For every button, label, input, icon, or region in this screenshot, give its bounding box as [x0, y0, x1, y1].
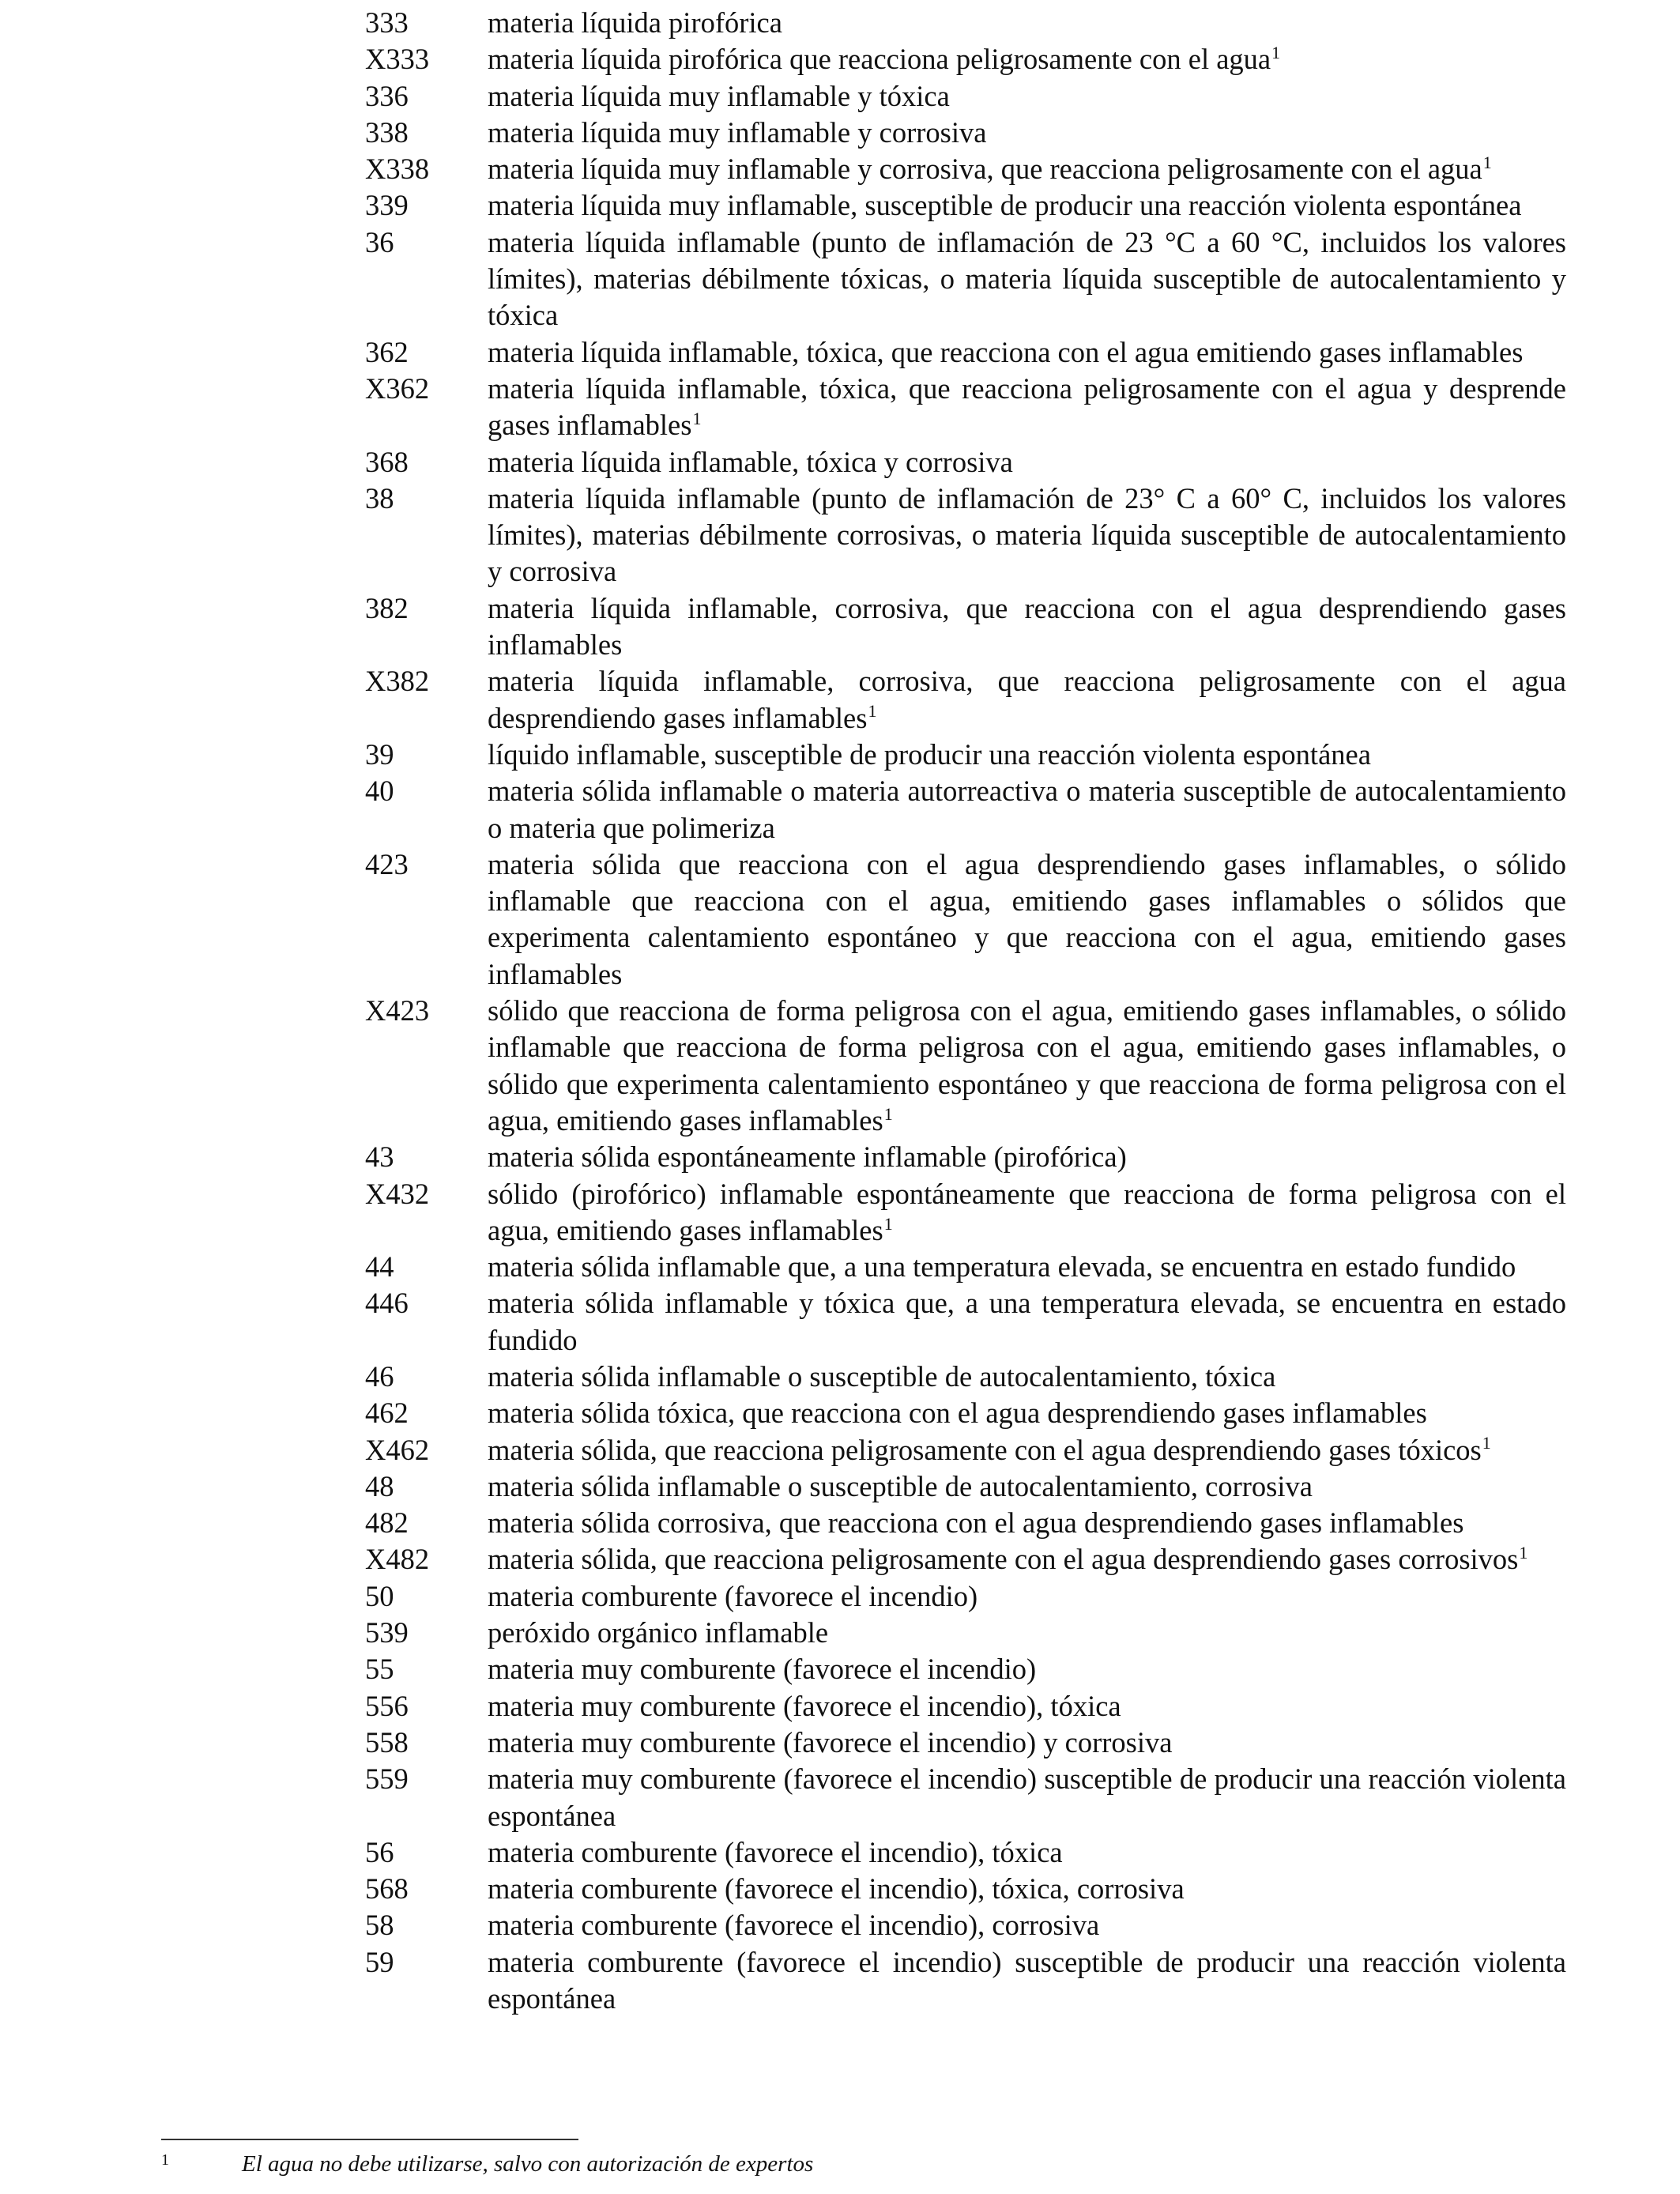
hazard-entry — [365, 1359, 1566, 1395]
hazard-description — [488, 78, 1566, 115]
hazard-code: 558 — [365, 1725, 409, 1759]
hazard-entry — [365, 1615, 1566, 1651]
hazard-description-text: materia sólida inflamable que, a una temperatura elevada, se encuentra en estado fundido — [488, 1250, 1516, 1284]
hazard-description-text: materia sólida inflamable o materia autorreactiva o materia susceptible de autocalentamiento o materia que polimeriza — [488, 775, 1566, 844]
hazard-description — [488, 5, 1566, 41]
hazard-code: X462 — [365, 1433, 430, 1466]
hazard-description — [488, 1505, 1566, 1541]
hazard-description — [488, 1688, 1566, 1725]
footnote-reference: 1 — [868, 701, 877, 722]
hazard-entry — [365, 1725, 1566, 1761]
hazard-code: 39 — [365, 737, 394, 771]
hazard-description-text: materia muy comburente (favorece el incendio) — [488, 1653, 1037, 1686]
hazard-description — [488, 773, 1566, 846]
hazard-code: 362 — [365, 335, 409, 368]
hazard-entry — [365, 1395, 1566, 1431]
hazard-description — [488, 1432, 1566, 1468]
hazard-code: 368 — [365, 445, 409, 478]
footnote-reference: 1 — [1271, 43, 1281, 63]
hazard-code: 58 — [365, 1909, 394, 1942]
hazard-code: 46 — [365, 1359, 394, 1393]
hazard-description — [488, 1907, 1566, 1943]
hazard-entry — [365, 737, 1566, 773]
hazard-code: 339 — [365, 189, 409, 222]
hazard-code: X362 — [365, 371, 430, 405]
hazard-entry — [365, 334, 1566, 371]
hazard-entry — [365, 846, 1566, 993]
hazard-description — [488, 1176, 1566, 1250]
hazard-description — [488, 481, 1566, 590]
hazard-description-text: peróxido orgánico inflamable — [488, 1616, 829, 1649]
hazard-entry — [365, 444, 1566, 481]
hazard-description — [488, 224, 1566, 334]
hazard-code: 55 — [365, 1653, 394, 1686]
hazard-code: 568 — [365, 1872, 409, 1906]
hazard-description-text: materia comburente (favorece el incendio), tóxica, corrosiva — [488, 1872, 1185, 1906]
hazard-description — [488, 1725, 1566, 1761]
hazard-code: 336 — [365, 79, 409, 112]
hazard-code-list — [365, 5, 1566, 2017]
hazard-description — [488, 590, 1566, 664]
hazard-entry — [365, 1249, 1566, 1285]
hazard-description-text: materia líquida muy inflamable, susceptible de producir una reacción violenta espontánea — [488, 189, 1522, 222]
hazard-code: 43 — [365, 1140, 394, 1174]
hazard-description-text: materia líquida muy inflamable y corrosiva — [488, 115, 987, 149]
hazard-description — [488, 1578, 1566, 1615]
footnote-reference: 1 — [883, 1103, 893, 1124]
hazard-description — [488, 1834, 1566, 1871]
footnote — [161, 2148, 1505, 2180]
hazard-description — [488, 993, 1566, 1139]
hazard-description-text: materia líquida muy inflamable y corrosiva, que reacciona peligrosamente con el agua — [488, 153, 1482, 186]
hazard-description — [488, 1761, 1566, 1834]
hazard-description-text: materia líquida inflamable (punto de inflamación de 23 °C a 60 °C, incluidos los valores límites), materias débilmente tóxicas, o materia líquida susceptible de autocalentamiento y tóxica — [488, 225, 1566, 332]
hazard-entry — [365, 115, 1566, 151]
hazard-entry — [365, 1834, 1566, 1871]
hazard-description-text: sólido que reacciona de forma peligrosa con el agua, emitiendo gases inflamables, o sólido inflamable que reacciona de forma peligrosa con el agua, emitiendo gases inflamables, o sólido que experimenta calentamiento espontáneo y que reacciona de forma peligrosa con el agua, emitiendo gases inflamables — [488, 994, 1566, 1137]
hazard-description — [488, 846, 1566, 993]
hazard-code: 40 — [365, 775, 394, 808]
hazard-description-text: materia líquida inflamable, corrosiva, que reacciona peligrosamente con el agua desprendiendo gases inflamables — [488, 665, 1566, 734]
hazard-description-text: materia sólida inflamable o susceptible de autocalentamiento, corrosiva — [488, 1469, 1313, 1502]
hazard-code: 556 — [365, 1689, 409, 1722]
hazard-description-text: materia sólida, que reacciona peligrosamente con el agua desprendiendo gases tóxicos — [488, 1433, 1482, 1466]
hazard-description — [488, 663, 1566, 737]
hazard-description-text: materia comburente (favorece el incendio), tóxica — [488, 1835, 1063, 1868]
hazard-description-text: materia sólida inflamable y tóxica que, a una temperatura elevada, se encuentra en estado fundido — [488, 1287, 1566, 1356]
hazard-entry — [365, 1432, 1566, 1468]
hazard-code: X423 — [365, 994, 430, 1027]
hazard-entry — [365, 773, 1566, 846]
hazard-entry — [365, 481, 1566, 590]
hazard-description-text: materia comburente (favorece el incendio), corrosiva — [488, 1909, 1100, 1942]
hazard-description — [488, 41, 1566, 77]
hazard-entry — [365, 151, 1566, 187]
hazard-code: 338 — [365, 115, 409, 149]
hazard-description-text: materia sólida inflamable o susceptible de autocalentamiento, tóxica — [488, 1359, 1276, 1393]
footnote-mark: 1 — [161, 2151, 169, 2169]
hazard-entry — [365, 1139, 1566, 1175]
hazard-description-text: materia muy comburente (favorece el incendio) y corrosiva — [488, 1725, 1173, 1759]
hazard-entry — [365, 663, 1566, 737]
hazard-code: X333 — [365, 43, 430, 76]
hazard-code: X482 — [365, 1543, 430, 1576]
hazard-entry — [365, 224, 1566, 334]
footnote-reference: 1 — [883, 1213, 893, 1234]
hazard-description-text: materia sólida, que reacciona peligrosamente con el agua desprendiendo gases corrosivos — [488, 1543, 1519, 1576]
hazard-description-text: materia muy comburente (favorece el incendio), tóxica — [488, 1689, 1121, 1722]
footnote-text: El agua no debe utilizarse, salvo con autorización de expertos — [242, 2151, 814, 2177]
hazard-entry — [365, 187, 1566, 224]
hazard-entry — [365, 371, 1566, 444]
hazard-description — [488, 737, 1566, 773]
hazard-code: 56 — [365, 1835, 394, 1868]
hazard-code: 423 — [365, 847, 409, 880]
hazard-entry — [365, 1468, 1566, 1505]
hazard-entry — [365, 1541, 1566, 1578]
hazard-description — [488, 1249, 1566, 1285]
hazard-entry — [365, 1944, 1566, 2018]
hazard-code: 482 — [365, 1506, 409, 1540]
hazard-entry — [365, 1176, 1566, 1250]
hazard-description-text: materia líquida inflamable, corrosiva, que reacciona con el agua desprendiendo gases inflamables — [488, 591, 1566, 662]
hazard-code: 539 — [365, 1616, 409, 1649]
hazard-description — [488, 1285, 1566, 1359]
hazard-code: 446 — [365, 1287, 409, 1320]
hazard-description — [488, 1651, 1566, 1687]
hazard-entry — [365, 993, 1566, 1139]
hazard-entry — [365, 1651, 1566, 1687]
hazard-description-text: sólido (pirofórico) inflamable espontáneamente que reacciona de forma peligrosa con el agua, emitiendo gases inflamables — [488, 1177, 1566, 1246]
hazard-description — [488, 115, 1566, 151]
hazard-description-text: materia sólida que reacciona con el agua desprendiendo gases inflamables, o sólido inflamable que reacciona con el agua, emitiendo gases inflamables o sólidos que experimenta calentamiento espontáneo y que reacciona con el agua, emitiendo gases inflamables — [488, 847, 1566, 990]
hazard-code: X382 — [365, 665, 430, 698]
hazard-code: 333 — [365, 6, 409, 39]
footnote-reference: 1 — [1519, 1543, 1528, 1563]
hazard-description — [488, 1615, 1566, 1651]
hazard-description-text: materia comburente (favorece el incendio) susceptible de producir una reacción violenta espontánea — [488, 1945, 1566, 2015]
hazard-description — [488, 334, 1566, 371]
hazard-code: 38 — [365, 481, 394, 515]
hazard-description — [488, 1139, 1566, 1175]
footnote-reference: 1 — [692, 409, 702, 429]
footnote-reference: 1 — [1482, 153, 1492, 173]
hazard-description-text: materia líquida pirofórica — [488, 6, 782, 39]
hazard-description — [488, 371, 1566, 444]
hazard-code: 44 — [365, 1250, 394, 1284]
hazard-description-text: líquido inflamable, susceptible de producir una reacción violenta espontánea — [488, 737, 1371, 771]
hazard-description — [488, 1395, 1566, 1431]
hazard-entry — [365, 1688, 1566, 1725]
hazard-description-text: materia líquida muy inflamable y tóxica — [488, 79, 950, 112]
hazard-description-text: materia líquida inflamable, tóxica, que reacciona peligrosamente con el agua y desprende gases inflamables — [488, 371, 1566, 442]
hazard-description-text: materia líquida inflamable, tóxica, que reacciona con el agua emitiendo gases inflamables — [488, 335, 1524, 368]
hazard-entry — [365, 78, 1566, 115]
hazard-description — [488, 1359, 1566, 1395]
hazard-code: X432 — [365, 1177, 430, 1210]
hazard-description — [488, 187, 1566, 224]
hazard-description — [488, 1468, 1566, 1505]
hazard-code: 50 — [365, 1579, 394, 1612]
hazard-description — [488, 444, 1566, 481]
hazard-description — [488, 1871, 1566, 1907]
hazard-description — [488, 1541, 1566, 1578]
hazard-entry — [365, 1907, 1566, 1943]
hazard-description — [488, 1944, 1566, 2018]
hazard-description-text: materia líquida inflamable (punto de inflamación de 23° C a 60° C, incluidos los valores límites), materias débilmente corrosivas, o materia líquida susceptible de autocalentamiento y corrosiva — [488, 481, 1566, 588]
hazard-code: X338 — [365, 153, 430, 186]
hazard-code: 559 — [365, 1762, 409, 1796]
footnote-reference: 1 — [1482, 1433, 1491, 1453]
hazard-code: 36 — [365, 225, 394, 258]
hazard-description-text: materia sólida tóxica, que reacciona con el agua desprendiendo gases inflamables — [488, 1397, 1427, 1430]
hazard-code: 462 — [365, 1397, 409, 1430]
hazard-description-text: materia muy comburente (favorece el incendio) susceptible de producir una reacción violenta espontánea — [488, 1762, 1566, 1832]
hazard-entry — [365, 5, 1566, 41]
hazard-description — [488, 151, 1566, 187]
hazard-code: 59 — [365, 1945, 394, 1978]
hazard-description-text: materia líquida pirofórica que reacciona peligrosamente con el agua — [488, 43, 1271, 76]
hazard-entry — [365, 41, 1566, 77]
hazard-description-text: materia líquida inflamable, tóxica y corrosiva — [488, 445, 1013, 478]
hazard-description-text: materia sólida espontáneamente inflamable (pirofórica) — [488, 1140, 1127, 1174]
hazard-entry — [365, 1505, 1566, 1541]
hazard-description-text: materia sólida corrosiva, que reacciona con el agua desprendiendo gases inflamables — [488, 1506, 1464, 1540]
hazard-entry — [365, 1578, 1566, 1615]
hazard-entry — [365, 1761, 1566, 1834]
hazard-entry — [365, 1871, 1566, 1907]
hazard-code: 382 — [365, 591, 409, 624]
footnote-separator — [161, 2139, 578, 2140]
hazard-entry — [365, 590, 1566, 664]
hazard-entry — [365, 1285, 1566, 1359]
hazard-code: 48 — [365, 1469, 394, 1502]
hazard-description-text: materia comburente (favorece el incendio) — [488, 1579, 978, 1612]
